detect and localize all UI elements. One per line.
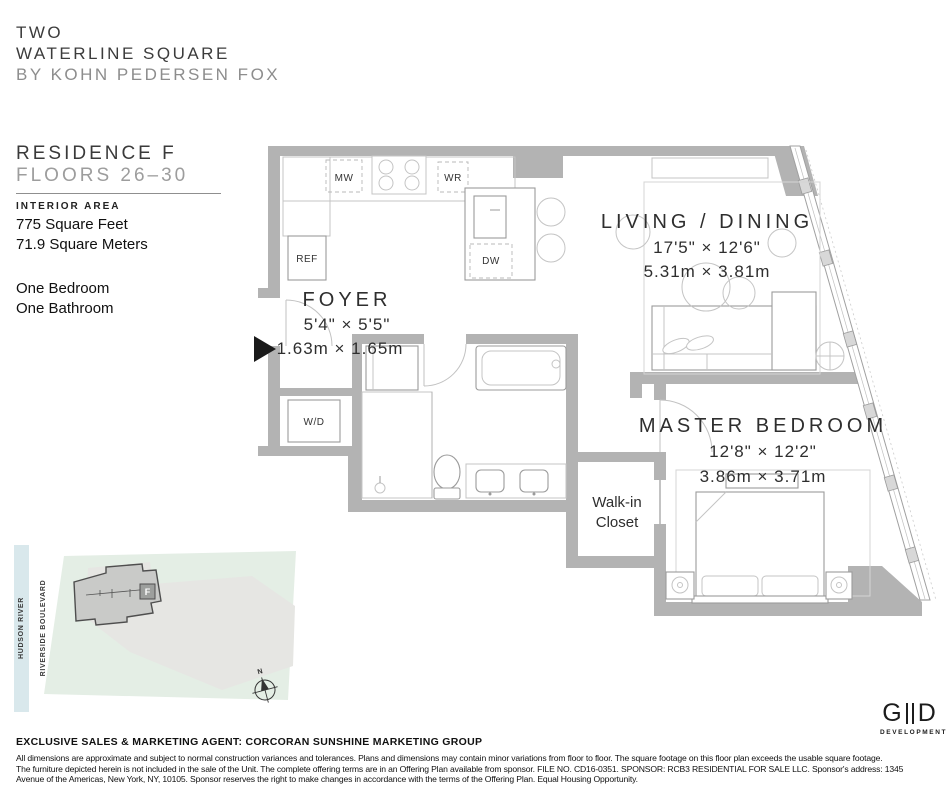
site-map [14, 545, 296, 712]
disclaimer-line-1: All dimensions are approximate and subject to normal construction variances and tolerances. Plans and dimensions may contain minor variations from floor to floor. The square footage on this floor plan exceeds the usable square footage. [16, 753, 883, 763]
hudson-river-label: HUDSON RIVER [18, 596, 25, 660]
area-square-meters: 71.9 Square Meters [16, 236, 148, 253]
logo-bar [906, 703, 908, 724]
sofa-chaise [772, 292, 816, 370]
shower [362, 392, 432, 498]
foyer-imperial: 5'4" × 5'5" [303, 315, 391, 334]
living-dining-metric: 5.31m × 3.81m [643, 262, 771, 281]
architect-byline: BY KOHN PEDERSEN FOX [16, 65, 281, 84]
master-bedroom-imperial: 12'8" × 12'2" [709, 442, 817, 461]
building-name-line2: WATERLINE SQUARE [16, 44, 230, 63]
logo-bar [912, 703, 914, 724]
living-dining-imperial: 17'5" × 12'6" [653, 238, 761, 257]
master-bedroom-metric: 3.86m × 3.71m [699, 467, 827, 486]
building-name-line1: TWO [16, 23, 64, 42]
pillow [762, 576, 818, 596]
coffee-table-small [723, 277, 755, 309]
walkin-closet-door [654, 480, 666, 524]
disclaimer-line-3: Avenue of the Americas, New York, NY, 10105. Sponsor reserves the right to make changes in accordance with the terms of the Offering Plan. Equal Housing Opportunity. [16, 774, 638, 785]
toilet [434, 455, 460, 489]
bedroom-furniture [666, 470, 870, 603]
walkin-closet-label-line1: Walk-in [592, 494, 642, 511]
vanity-sink [520, 470, 548, 492]
gid-development-logo [880, 699, 947, 736]
bathtub [476, 346, 566, 390]
compass-north-label: N [256, 668, 264, 677]
bathroom-door-swing [424, 344, 466, 386]
logo-subtitle: DEVELOPMENT [880, 729, 947, 736]
island-stool [537, 198, 565, 226]
bathroom [362, 344, 566, 499]
dishwasher-label: DW [482, 256, 500, 267]
foyer-metric: 1.63m × 1.65m [276, 339, 404, 358]
pillow [702, 576, 758, 596]
interior-area-label: INTERIOR AREA [16, 201, 121, 212]
foyer-label: FOYER [302, 289, 392, 311]
sales-agent-line: EXCLUSIVE SALES & MARKETING AGENT: CORCORAN SUNSHINE MARKETING GROUP [16, 736, 483, 748]
vanity-sink [476, 470, 504, 492]
wine-ref-label: WR [444, 173, 462, 184]
nightstand [666, 572, 694, 599]
disclaimer-line-2: The furniture depicted herein is not included in the sale of the Unit. The complete offering terms are in an Offering Plan available from sponsor. FILE NO. CD16-0351. SPONSOR: RCB3 RESIDENTIAL FOR SALE LLC. Sponsor's address: 1345 [16, 763, 904, 774]
walkin-closet-label-line2: Closet [595, 514, 639, 531]
cooktop [372, 156, 426, 194]
microwave-label: MW [334, 173, 354, 184]
headboard [692, 596, 828, 603]
island-stool [537, 234, 565, 262]
master-bedroom-label: MASTER BEDROOM [638, 415, 888, 437]
riverside-boulevard-label: RIVERSIDE BOULEVARD [40, 579, 47, 677]
laundry-closet [288, 400, 340, 442]
nightstand [826, 572, 852, 599]
area-square-feet: 775 Square Feet [16, 216, 128, 233]
refrigerator-label: REF [296, 254, 318, 265]
unit-marker-letter: F [144, 587, 151, 597]
console-table [652, 158, 768, 178]
legal-disclaimer [16, 753, 941, 785]
bedroom-count: One Bedroom [16, 280, 110, 297]
logo-letter-d: D [917, 699, 936, 727]
residence-name: RESIDENCE F [16, 143, 177, 164]
side-table [816, 342, 844, 370]
armchair [768, 229, 796, 257]
living-dining-label: LIVING / DINING [600, 211, 814, 233]
bath-door-gap [424, 333, 466, 345]
logo-letter-g: G [882, 699, 902, 727]
shower-head-icon [375, 483, 385, 493]
angled-wall-bottom [848, 566, 922, 616]
bathroom-count: One Bathroom [16, 300, 114, 317]
kitchen-counter-left [283, 157, 330, 236]
residence-floors: FLOORS 26–30 [16, 165, 189, 186]
washer-dryer-label: W/D [303, 417, 325, 428]
kitchen-sink [474, 196, 506, 238]
